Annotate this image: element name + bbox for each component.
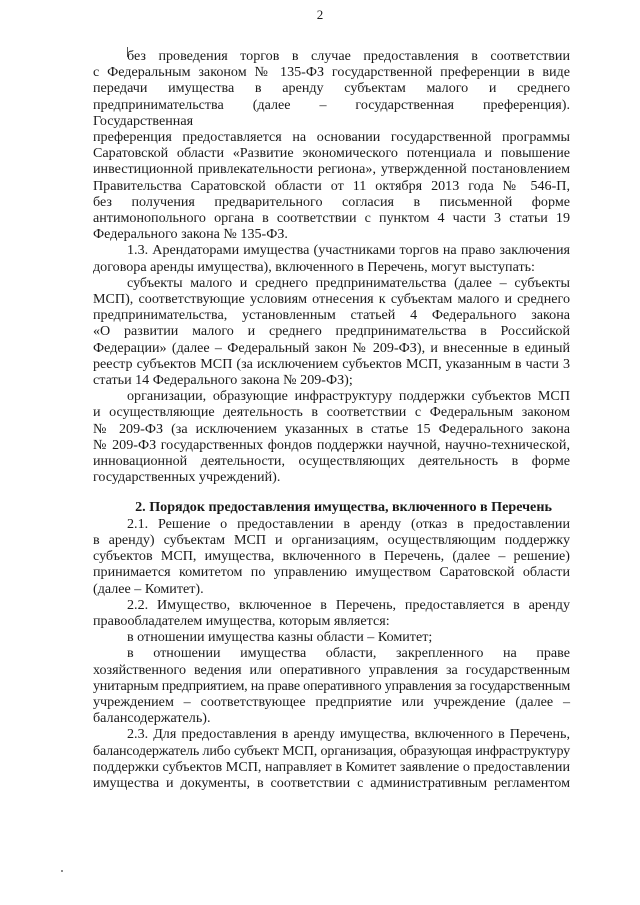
text-line: 2.3. Для предоставления в аренду имущества, включенного в Перечень, (127, 726, 570, 743)
text-line: реестр субъектов МСП (за исключением субъектов МСП, указанным в части 3 (93, 355, 570, 372)
text-line: статьи 14 Федерального закона № 209-ФЗ); (93, 372, 353, 389)
text-line: с Федеральным законом № 135-ФЗ государственной преференции в виде (93, 64, 570, 81)
text-line: предпринимательства (далее – государственная преференция). Государственная (93, 96, 570, 129)
text-line: договора аренды имущества), включенного в Перечень, могут выступать: (93, 258, 535, 275)
text-line: № 209-ФЗ государственных фондов поддержки научной, научно-технической, (93, 436, 570, 453)
text-line: передачи имущества в аренду субъектам малого и среднего (93, 80, 570, 97)
text-line: субъектов МСП, имущества, включенного в Перечень, (далее – решение) (93, 548, 570, 565)
section-gap (93, 485, 570, 499)
document-body (93, 48, 570, 791)
text-line: в отношении имущества казны области – Комитет; (127, 629, 433, 646)
text-line: в аренду) субъектам МСП и организациям, осуществляющим поддержку (93, 531, 570, 548)
text-line: поддержки субъектов МСП, направляет в Комитет заявление о предоставлении (93, 758, 570, 775)
text-line: государственных учреждений). (93, 469, 281, 486)
text-line: МСП), соответствующие условиям отнесения к субъектам малого и среднего (93, 291, 570, 308)
text-line: (далее – Комитет). (93, 580, 204, 597)
text-line: преференция предоставляется на основании государственной программы (93, 129, 570, 146)
text-line: без проведения торгов в случае предоставления в соответствии (127, 48, 570, 64)
scan-dot (61, 870, 63, 872)
text-line: балансодержатель либо субъект МСП, организация, образующая инфраструктуру (93, 742, 570, 759)
text-line: в отношении имущества области, закрепленного на праве (127, 645, 570, 662)
text-line: субъекты малого и среднего предпринимательства (далее – субъекты (127, 274, 570, 291)
text-line: унитарным предприятием, на праве оперативного управления за государственным (93, 677, 570, 694)
text-line: организации, образующие инфраструктуру поддержки субъектов МСП (127, 388, 570, 405)
text-line: балансодержатель). (93, 710, 211, 727)
text-line: инвестиционной привлекательности региона», утвержденной постановлением (93, 161, 570, 178)
text-line: инновационной деятельности, осуществляющих деятельность в форме (93, 453, 570, 470)
text-line: № 209-ФЗ (за исключением указанных в статье 15 Федерального закона (93, 420, 570, 437)
section-heading: 2. Порядок предоставления имущества, включенного в Перечень (135, 499, 552, 516)
page-number: 2 (316, 7, 324, 22)
text-line: хозяйственного ведения или оперативного управления за государственным (93, 661, 570, 678)
text-line: без получения предварительного согласия в письменной форме (93, 193, 570, 210)
text-line: Федерации» (далее – Федеральный закон № 209-ФЗ), и внесенные в единый (93, 339, 570, 356)
text-line: Правительства Саратовской области от 11 октября 2013 года № 546-П, (93, 177, 570, 194)
text-line: «О развитии малого и среднего предпринимательства в Российской (93, 323, 570, 340)
text-line: 2.1. Решение о предоставлении в аренду (отказ в предоставлении (127, 515, 570, 532)
text-line: принимается комитетом по управлению имуществом Саратовской области (93, 564, 570, 581)
text-line: Федерального закона № 135-ФЗ. (93, 226, 288, 243)
text-line: учреждением – соответствующее предприятие или учреждение (далее – (93, 693, 570, 710)
text-line: антимонопольного органа в соответствии с пунктом 4 части 3 статьи 19 (93, 210, 570, 227)
text-line: и осуществляющие деятельность в соответствии с Федеральным законом (93, 404, 570, 421)
text-line: 1.3. Арендаторами имущества (участниками торгов на право заключения (127, 242, 570, 259)
text-line: предпринимательства, установленным статьей 4 Федерального закона (93, 307, 570, 324)
text-line: правообладателем имущества, которым является: (93, 612, 390, 629)
text-line: 2.2. Имущество, включенное в Перечень, предоставляется в аренду (127, 596, 570, 613)
text-line: имущества и документы, в соответствии с административным регламентом (93, 774, 570, 791)
text-line: Саратовской области «Развитие экономического потенциала и повышение (93, 145, 570, 162)
